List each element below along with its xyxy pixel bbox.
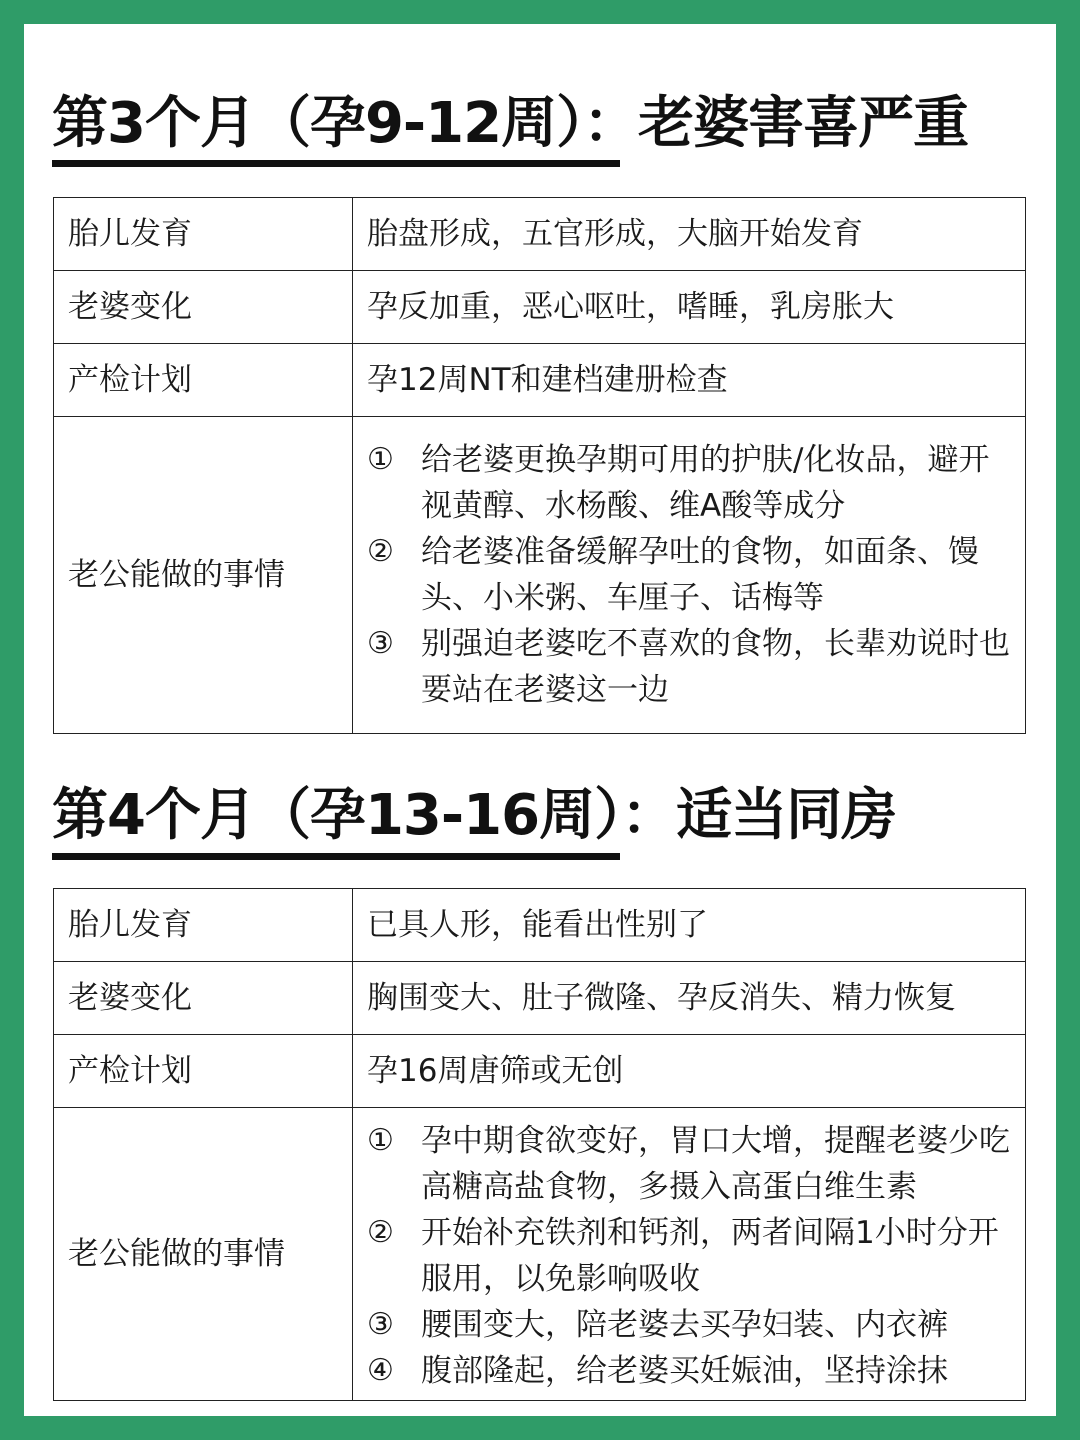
todo-cell bbox=[353, 1108, 1026, 1401]
todo-cell bbox=[353, 417, 1026, 734]
table-row bbox=[54, 962, 1026, 1035]
item-text: 孕中期食欲变好，胃口大增，提醒老婆少吃高糖高盐食物，多摄入高蛋白维生素 bbox=[421, 1123, 1010, 1205]
table-row bbox=[54, 271, 1026, 344]
month-4-title: 第4个月（孕13-16周）：适当同房 bbox=[52, 783, 897, 848]
month-3-title-underline bbox=[52, 160, 620, 167]
row-value: 孕反加重，恶心呕吐，嗜睡，乳房胀大 bbox=[353, 271, 1026, 344]
list-item bbox=[367, 1348, 1015, 1394]
item-number: ③ bbox=[367, 1307, 394, 1342]
table-row bbox=[54, 1035, 1026, 1108]
todo-list bbox=[367, 437, 1015, 713]
month-4-table bbox=[53, 888, 1026, 1401]
table-row bbox=[54, 1108, 1026, 1401]
todo-list bbox=[367, 1118, 1015, 1394]
item-number: ③ bbox=[367, 626, 394, 661]
todo-label: 老公能做的事情 bbox=[54, 1108, 353, 1401]
item-number: ① bbox=[367, 442, 394, 477]
list-item bbox=[367, 1302, 1015, 1348]
item-number: ① bbox=[367, 1123, 394, 1158]
month-3-title: 第3个月（孕9-12周）：老婆害喜严重 bbox=[52, 91, 969, 156]
row-label: 老婆变化 bbox=[54, 271, 353, 344]
row-value: 胎盘形成，五官形成，大脑开始发育 bbox=[353, 198, 1026, 271]
table-row bbox=[54, 889, 1026, 962]
list-item bbox=[367, 437, 1015, 529]
row-label: 老婆变化 bbox=[54, 962, 353, 1035]
item-number: ④ bbox=[367, 1353, 394, 1388]
item-text: 腰围变大，陪老婆去买孕妇装、内衣裤 bbox=[421, 1307, 948, 1343]
row-value: 孕12周NT和建档建册检查 bbox=[353, 344, 1026, 417]
row-value: 已具人形，能看出性别了 bbox=[353, 889, 1026, 962]
item-text: 腹部隆起，给老婆买妊娠油，坚持涂抹 bbox=[421, 1353, 948, 1389]
item-text: 开始补充铁剂和钙剂，两者间隔1小时分开服用，以免影响吸收 bbox=[421, 1215, 999, 1297]
row-label: 产检计划 bbox=[54, 1035, 353, 1108]
row-label: 产检计划 bbox=[54, 344, 353, 417]
table-row bbox=[54, 417, 1026, 734]
item-number: ② bbox=[367, 1215, 394, 1250]
list-item bbox=[367, 621, 1015, 713]
item-text: 给老婆更换孕期可用的护肤/化妆品，避开视黄醇、水杨酸、维A酸等成分 bbox=[421, 442, 990, 524]
row-label: 胎儿发育 bbox=[54, 198, 353, 271]
item-text: 别强迫老婆吃不喜欢的食物，长辈劝说时也要站在老婆这一边 bbox=[421, 626, 1010, 708]
page bbox=[24, 24, 1056, 1416]
month-3-table bbox=[53, 197, 1026, 734]
list-item bbox=[367, 1118, 1015, 1210]
list-item bbox=[367, 529, 1015, 621]
row-value: 孕16周唐筛或无创 bbox=[353, 1035, 1026, 1108]
table-row bbox=[54, 198, 1026, 271]
todo-label: 老公能做的事情 bbox=[54, 417, 353, 734]
row-label: 胎儿发育 bbox=[54, 889, 353, 962]
list-item bbox=[367, 1210, 1015, 1302]
item-number: ② bbox=[367, 534, 394, 569]
month-4-title-underline bbox=[52, 853, 620, 860]
row-value: 胸围变大、肚子微隆、孕反消失、精力恢复 bbox=[353, 962, 1026, 1035]
table-row bbox=[54, 344, 1026, 417]
item-text: 给老婆准备缓解孕吐的食物，如面条、馒头、小米粥、车厘子、话梅等 bbox=[421, 534, 979, 616]
